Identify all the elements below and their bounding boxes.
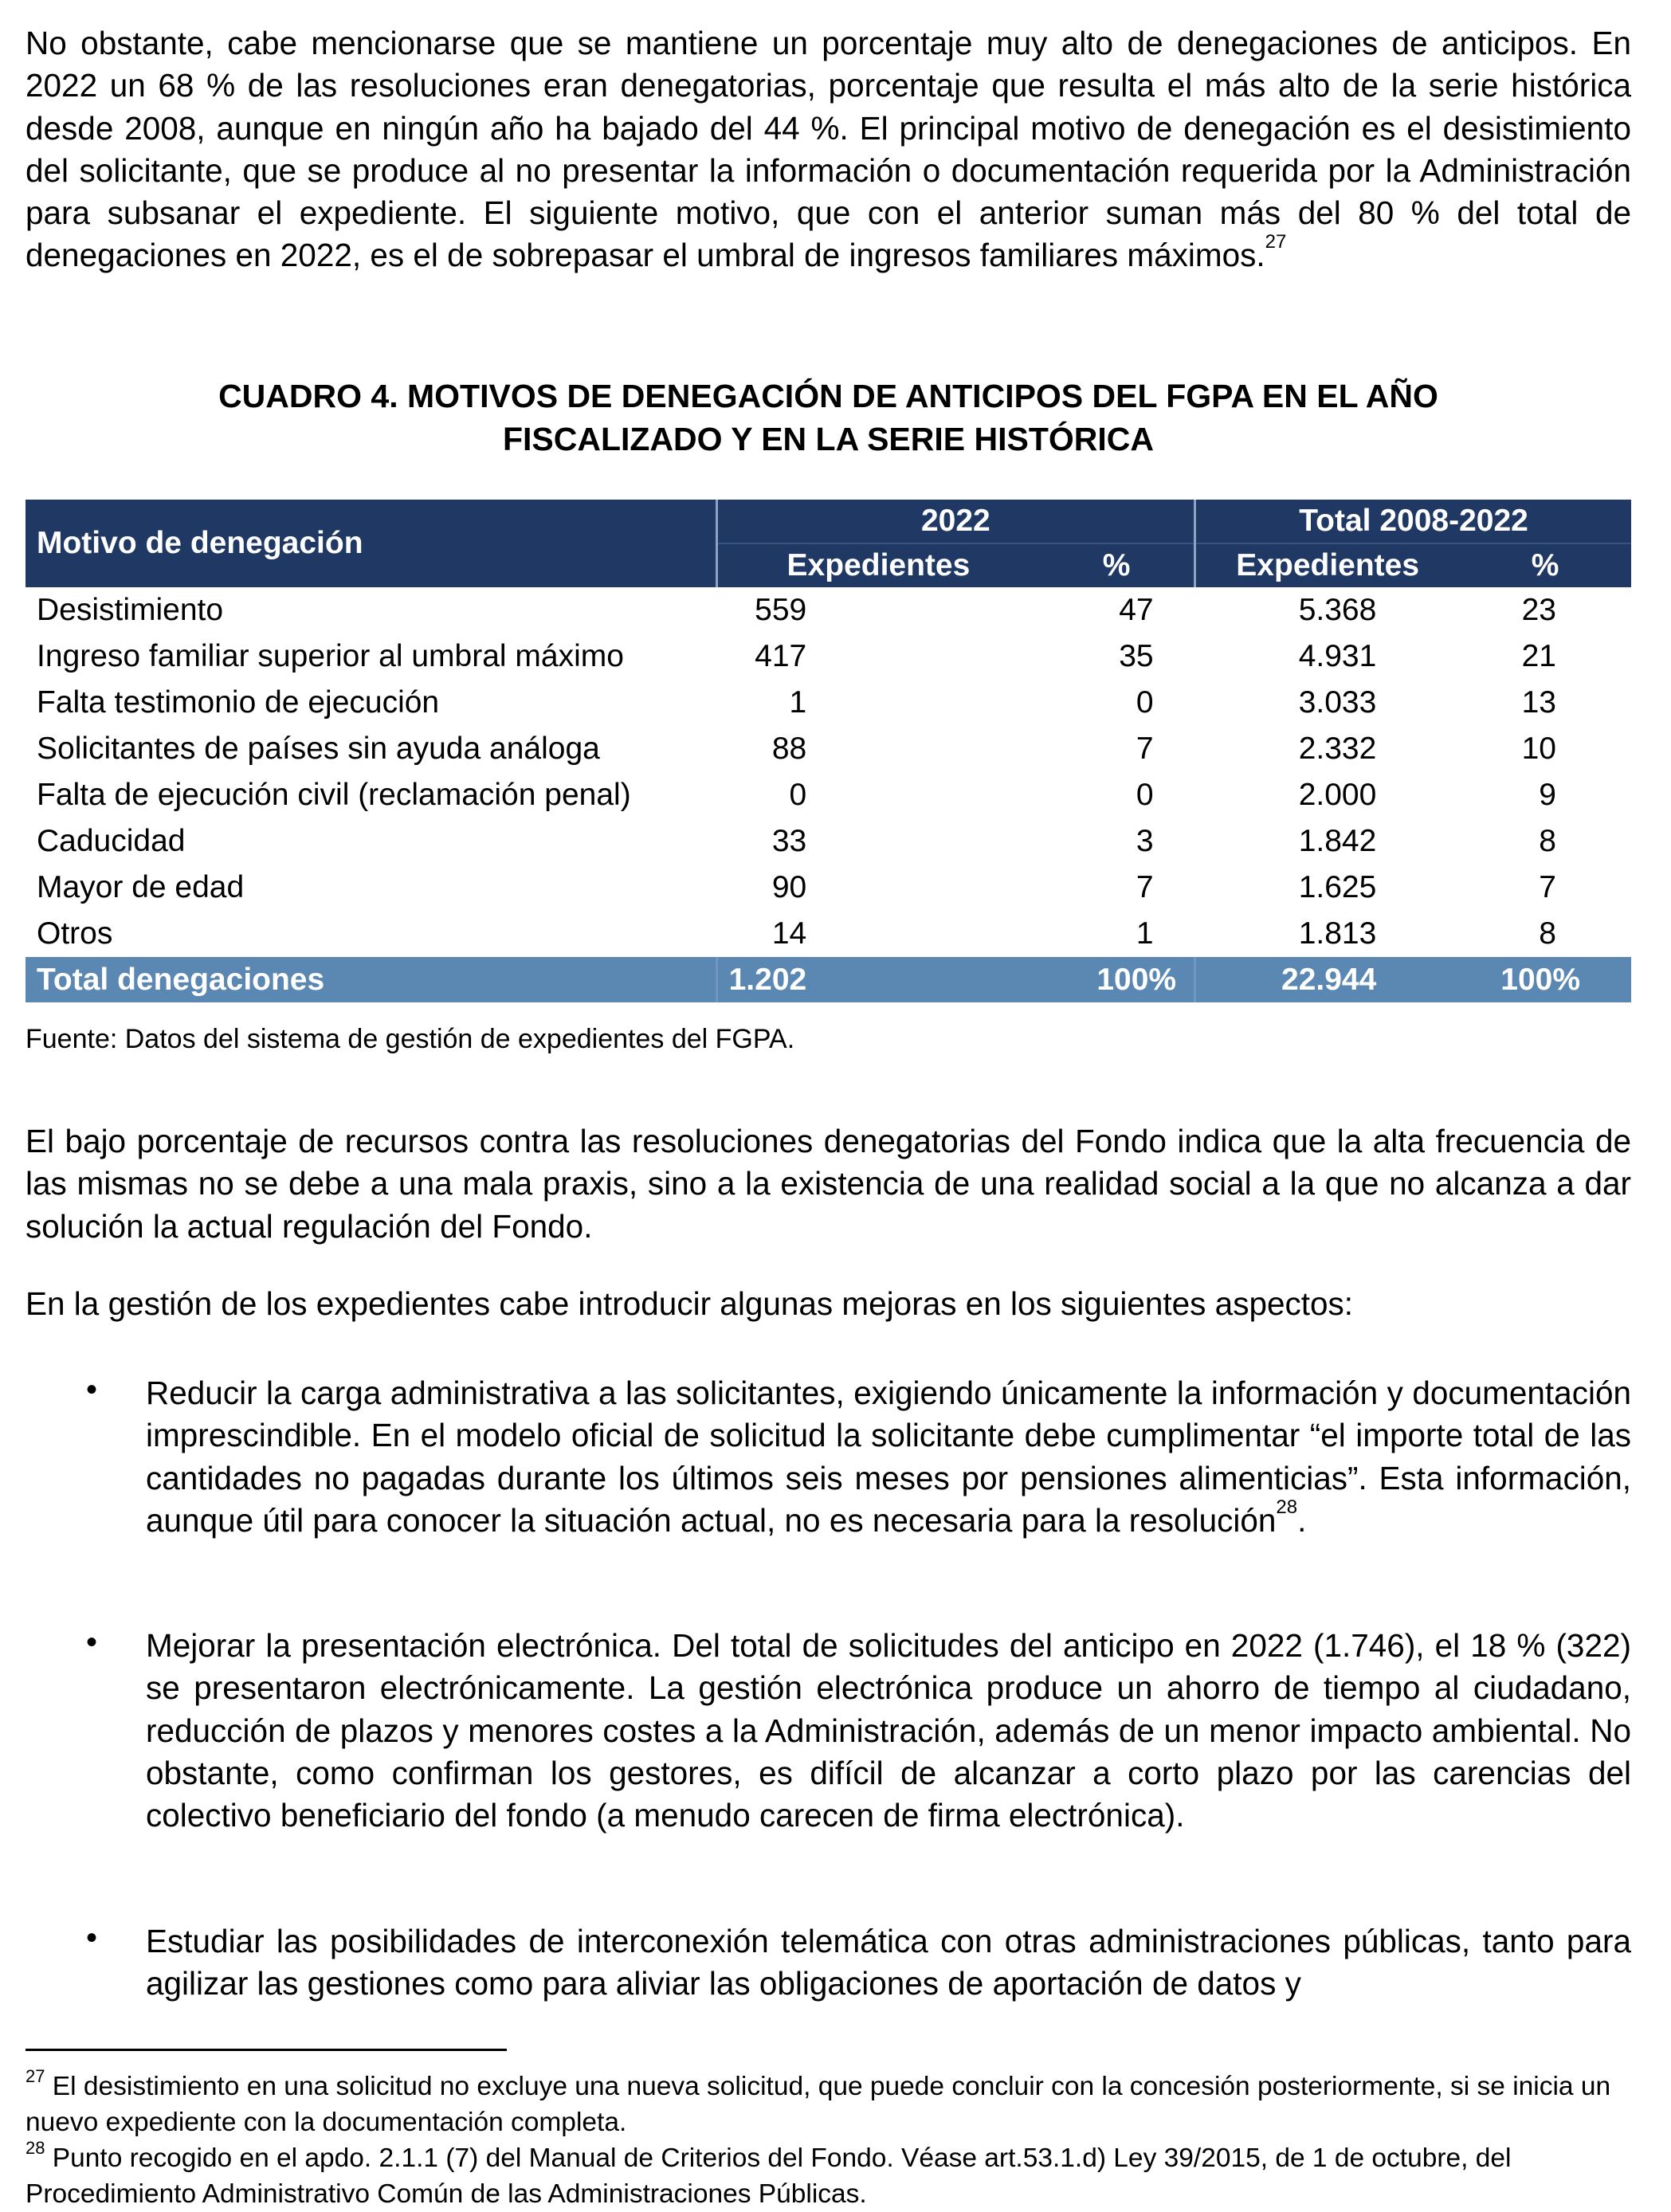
bullet-item-1 <box>146 1372 1631 1542</box>
table-row <box>25 772 1631 818</box>
paragraph-text: No obstante, cabe mencionarse que se mantiene un porcentaje muy alto de denegaciones de anticipos. En 2022 un 68 % de las resoluciones eran denegatorias, porcentaje que resulta el más alto de la serie histórica desde 2008, aunque en ningún año ha bajado del 44 %. El principal motivo de denegación es el desistimiento del solicitante, que se produce al no presentar la información o documentación requerida por la Administración para subsanar el expediente. El siguiente motivo, que con el anterior suman más del 80 % del total de denegaciones en 2022, es el de sobrepasar el umbral de ingresos familiares máximos. <box>25 25 1631 274</box>
cell-motivo: Desistimiento <box>37 593 224 627</box>
cell-pct2022: 35 <box>1119 639 1154 673</box>
cell-exp2022: 0 <box>789 778 807 812</box>
cell-expTotal: 1.813 <box>1298 916 1377 951</box>
header-exp-total: Expedientes <box>1195 543 1460 587</box>
bullet-tail: . <box>1297 1501 1307 1539</box>
cell-motivo: Caducidad <box>37 824 186 858</box>
footnote-ref-27[interactable]: 27 <box>1265 231 1287 253</box>
cell-expTotal: 3.033 <box>1298 685 1377 720</box>
footnote-text: Punto recogido en el apdo. 2.1.1 (7) del Manual de Criterios del Fondo. Véase art.53.1.d) Ley 39/2015, de 1 de octubre, del Procedimiento Administrativo Común de las Administraciones Públicas. <box>25 2143 1512 2209</box>
cell-pctTotal: 13 <box>1521 685 1556 720</box>
footnote-28 <box>25 2140 1631 2212</box>
header-motivo: Motivo de denegación <box>25 500 716 587</box>
table-row <box>25 726 1631 772</box>
cell-pct2022: 47 <box>1119 593 1154 627</box>
cell-pctTotal: 100% <box>1459 957 1631 1002</box>
denial-reasons-table <box>25 500 1631 1002</box>
bullet-icon: • <box>86 1625 98 1660</box>
cell-motivo: Total denegaciones <box>25 957 716 1002</box>
header-exp-2022: Expedientes <box>716 543 1039 587</box>
header-pct-total: % <box>1459 543 1631 587</box>
cell-pct2022: 0 <box>1136 778 1154 812</box>
cell-expTotal: 4.931 <box>1298 639 1377 673</box>
cell-expTotal: 2.000 <box>1298 778 1377 812</box>
table-row <box>25 633 1631 680</box>
footnote-number: 27 <box>25 2066 45 2086</box>
cell-pctTotal: 8 <box>1539 916 1556 951</box>
footnote-27 <box>25 2066 1631 2140</box>
header-pct-2022: % <box>1039 543 1194 587</box>
table-source: Fuente: Datos del sistema de gestión de expedientes del FGPA. <box>25 1024 795 1054</box>
bullet-text: Reducir la carga administrativa a las solicitantes, exigiendo únicamente la información y documentación imprescindible. En el modelo oficial de solicitud la solicitante debe cumplimentar “el importe total de las cantidades no pagadas durante los últimos seis meses por pensiones alimenticias”. Esta información, aunque útil para conocer la situación actual, no es necesaria para la resolución <box>146 1375 1631 1539</box>
footnote-number: 28 <box>25 2138 45 2158</box>
cell-pct2022: 3 <box>1136 824 1154 858</box>
cell-motivo: Ingreso familiar superior al umbral máximo <box>37 639 624 673</box>
cell-pct2022: 1 <box>1136 916 1154 951</box>
footnote-ref-28[interactable]: 28 <box>1276 1496 1298 1518</box>
cell-pct2022: 100% <box>1039 957 1194 1002</box>
cell-expTotal: 1.625 <box>1298 870 1377 904</box>
bullet-icon: • <box>86 1920 98 1955</box>
cell-exp2022: 33 <box>771 824 807 858</box>
header-2022: 2022 <box>716 500 1194 543</box>
cell-pctTotal: 21 <box>1521 639 1556 673</box>
cell-exp2022: 14 <box>771 916 807 951</box>
cell-pctTotal: 10 <box>1521 731 1556 766</box>
cell-pctTotal: 7 <box>1539 870 1556 904</box>
table-row <box>25 911 1631 957</box>
table-row <box>25 818 1631 865</box>
cell-motivo: Mayor de edad <box>37 870 245 904</box>
paragraph-recursos: El bajo porcentaje de recursos contra las resoluciones denegatorias del Fondo indica que la alta frecuencia de las mismas no se debe a una mala praxis, sino a la existencia de una realidad social a la que no alcanza a dar solución la actual regulación del Fondo. <box>25 1123 1631 1245</box>
title-line-1: CUADRO 4. MOTIVOS DE DENEGACIÓN DE ANTICIPOS DEL FGPA EN EL AÑO <box>218 378 1438 414</box>
paragraph-mejoras: En la gestión de los expedientes cabe introducir algunas mejoras en los siguientes aspectos: <box>25 1285 1354 1322</box>
cell-pctTotal: 23 <box>1521 593 1556 627</box>
bullet-icon: • <box>86 1372 98 1407</box>
cell-exp2022: 90 <box>771 870 807 904</box>
cell-expTotal: 2.332 <box>1298 731 1377 766</box>
cell-motivo: Otros <box>37 916 113 951</box>
cell-pctTotal: 9 <box>1539 778 1556 812</box>
cell-exp2022: 559 <box>755 593 807 627</box>
title-line-2: FISCALIZADO Y EN LA SERIE HISTÓRICA <box>502 421 1155 457</box>
cell-pct2022: 7 <box>1136 731 1154 766</box>
table-row <box>25 587 1631 633</box>
footnote-text: El desistimiento en una solicitud no excluye una nueva solicitud, que puede concluir con la concesión posteriormente, si se inicia un nuevo expediente con la documentación completa. <box>25 2072 1611 2137</box>
table-row <box>25 680 1631 726</box>
cell-expTotal: 1.842 <box>1298 824 1377 858</box>
bullet-item-3: Estudiar las posibilidades de interconexión telemática con otras administraciones públicas, tanto para agilizar las gestiones como para aliviar las obligaciones de aportación de datos y <box>146 1923 1631 2002</box>
cell-exp2022: 88 <box>771 731 807 766</box>
cell-motivo: Solicitantes de países sin ayuda análoga <box>37 731 600 766</box>
cell-exp2022: 417 <box>755 639 807 673</box>
bullet-item-2: Mejorar la presentación electrónica. Del total de solicitudes del anticipo en 2022 (1.746), el 18 % (322) se presentaron electrónicamente. La gestión electrónica produce un ahorro de tiempo al ciudadano, reducción de plazos y menores costes a la Administración, además de un menor impacto ambiental. No obstante, como confirman los gestores, es difícil de alcanzar a corto plazo por las carencias del colectivo beneficiario del fondo (a menudo carecen de firma electrónica). <box>146 1627 1631 1834</box>
cell-exp2022: 1 <box>789 685 807 720</box>
cell-pct2022: 7 <box>1136 870 1154 904</box>
cell-expTotal: 22.944 <box>1195 957 1460 1002</box>
cell-motivo: Falta testimonio de ejecución <box>37 685 440 720</box>
footnote-separator <box>25 2049 507 2051</box>
cell-pctTotal: 8 <box>1539 824 1556 858</box>
cell-pct2022: 0 <box>1136 685 1154 720</box>
paragraph-intro <box>25 22 1631 277</box>
table-total-row <box>25 957 1631 1002</box>
table-title <box>25 375 1631 461</box>
cell-exp2022: 1.202 <box>716 957 1039 1002</box>
table-row <box>25 865 1631 911</box>
cell-motivo: Falta de ejecución civil (reclamación penal) <box>37 778 631 812</box>
header-total: Total 2008-2022 <box>1195 500 1631 543</box>
cell-expTotal: 5.368 <box>1298 593 1377 627</box>
